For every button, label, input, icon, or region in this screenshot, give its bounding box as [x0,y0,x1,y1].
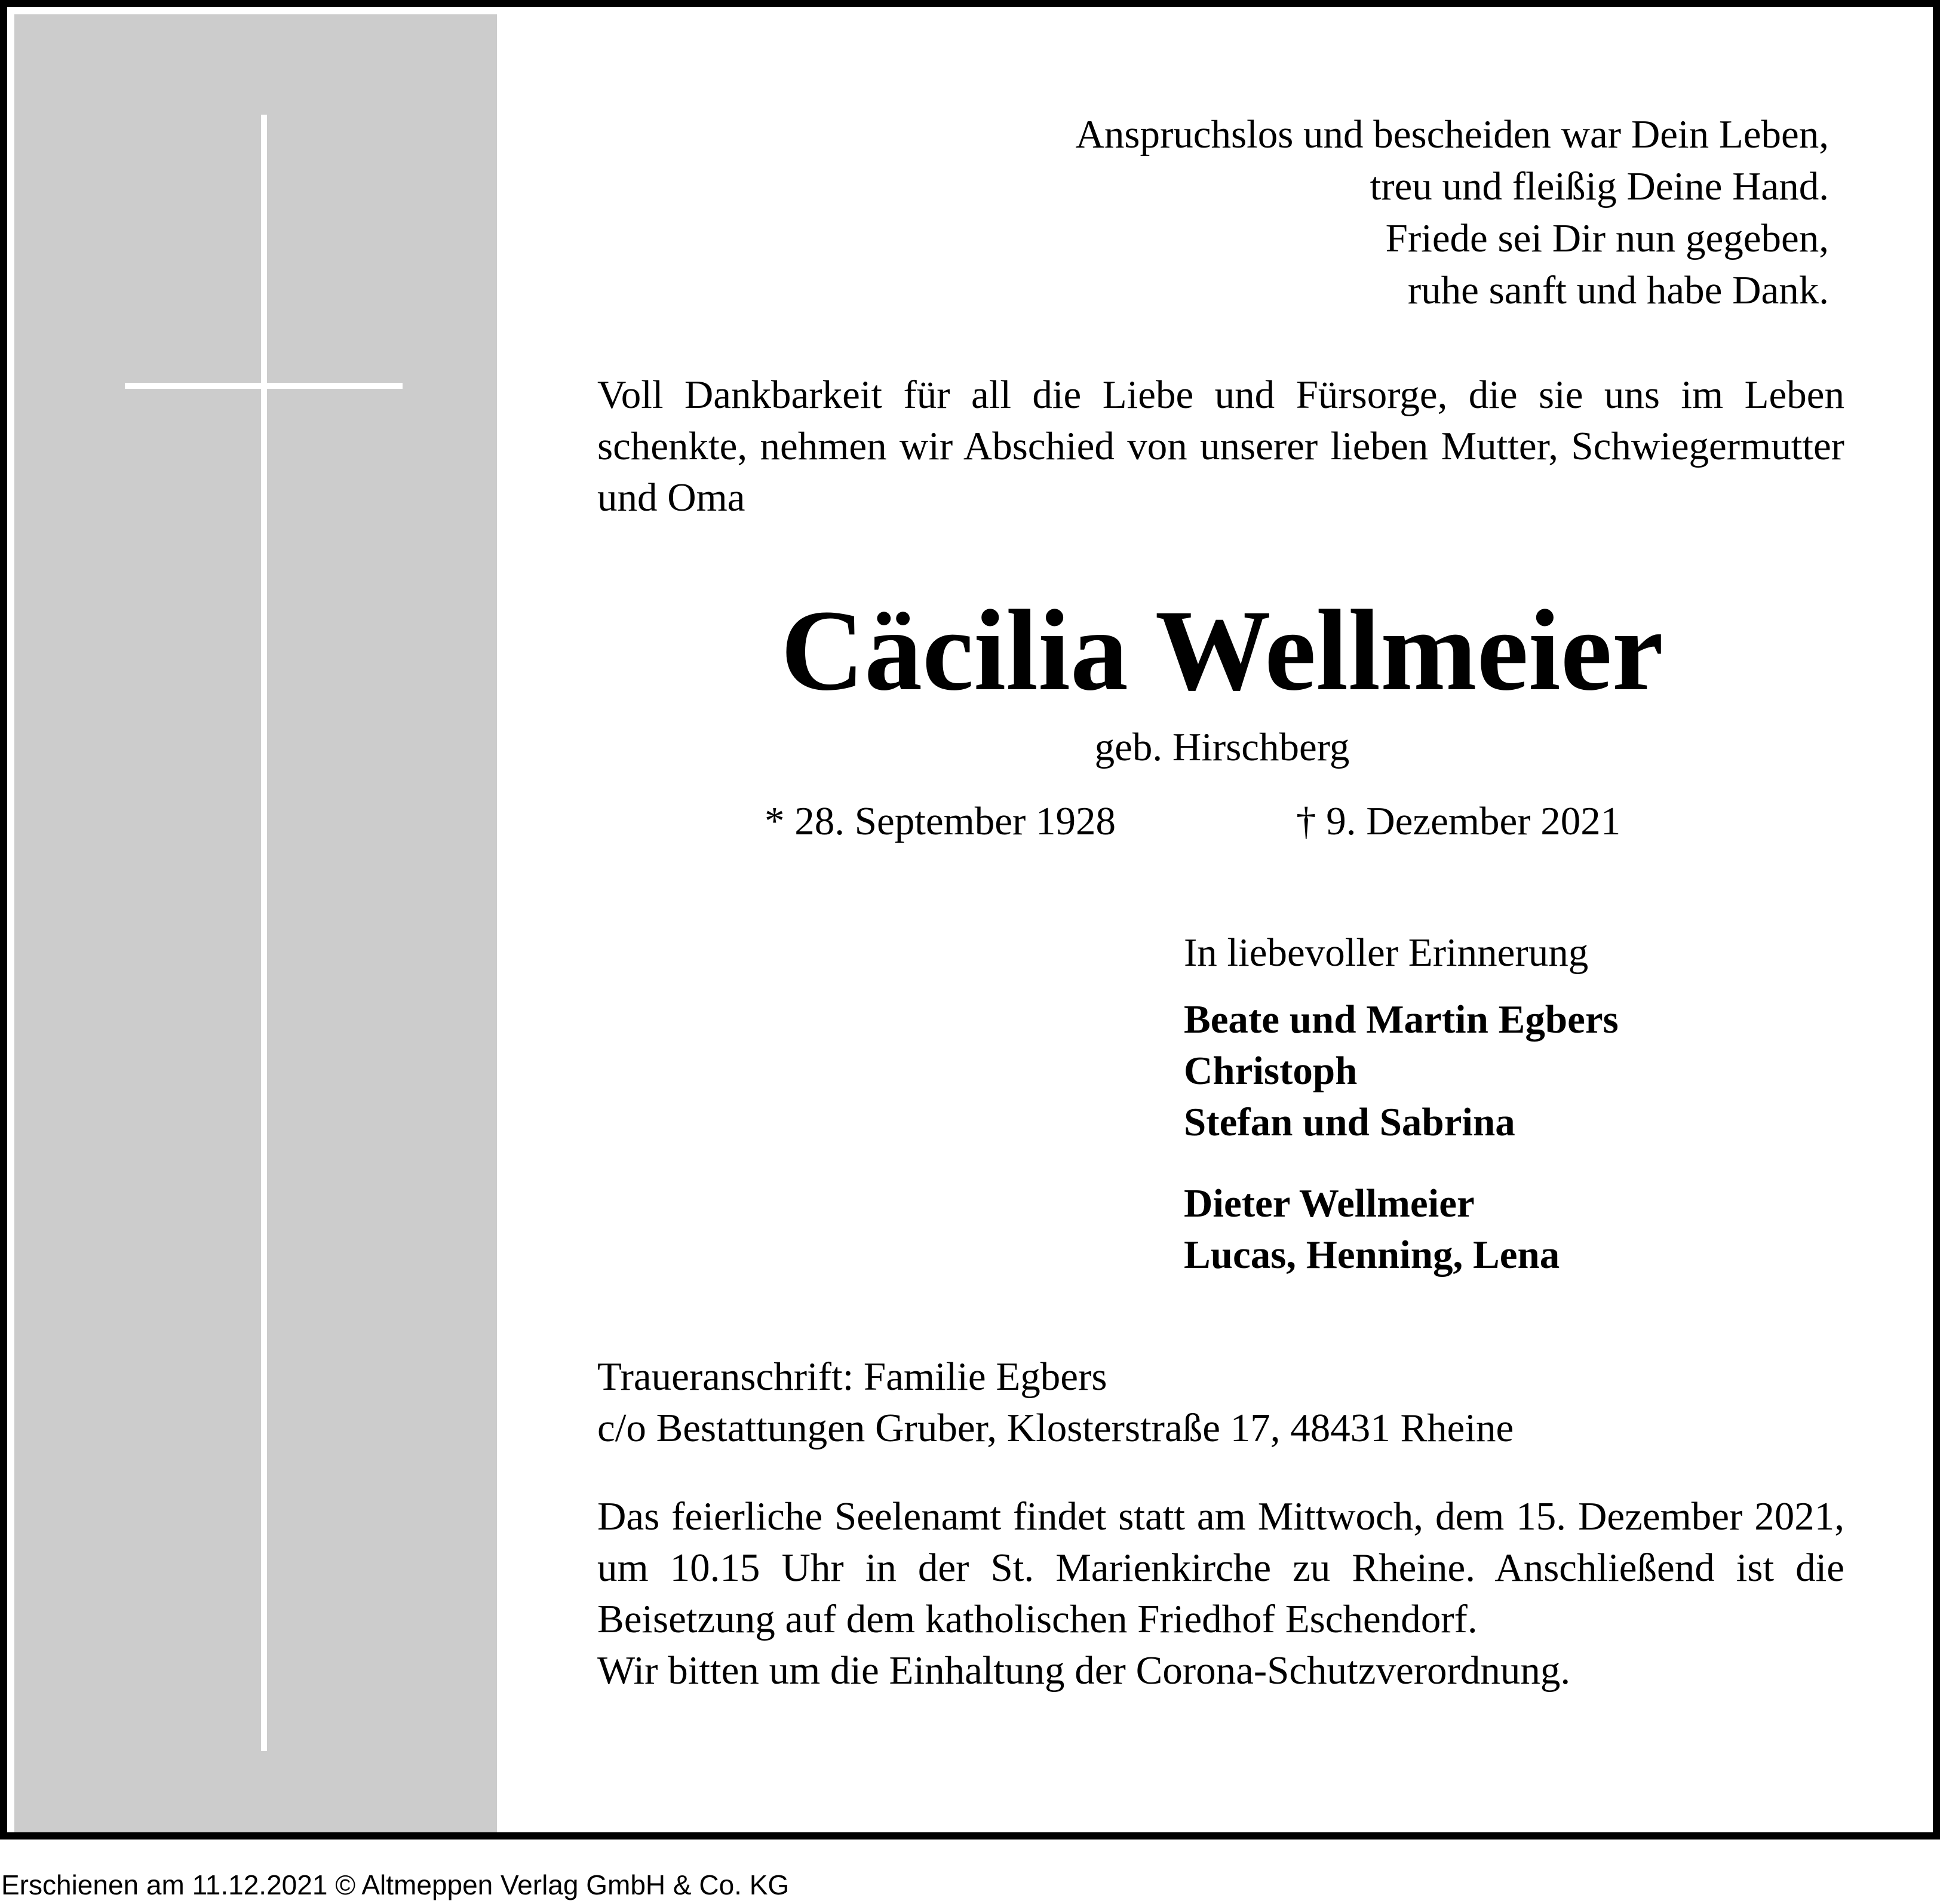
verse-line: Anspruchslos und bescheiden war Dein Leben, [1075,112,1829,156]
birth-date: * 28. September 1928 [765,799,1116,843]
mourner-name: Lucas, Henning, Lena [1184,1233,1560,1277]
mourner-name: Dieter Wellmeier [1184,1181,1475,1226]
service-details [597,1491,1844,1696]
mourner-name: Stefan und Sabrina [1184,1100,1515,1144]
verse-line: treu und fleißig Deine Hand. [1370,164,1829,208]
verse-line: Friede sei Dir nun gegeben, [1385,216,1829,260]
service-paragraph: Das feierliche Seelenamt findet statt am Mittwoch, dem 15. Dezember 2021, um 10.15 Uhr in der St. Marienkirche zu Rheine. Anschließend ist die Beisetzung auf dem katholischen Friedhof Eschendorf. [597,1494,1844,1641]
memory-heading: In liebevoller Erinnerung [1184,930,1589,975]
mourners-group-1 [1184,994,1619,1148]
deceased-name: Cäcilia Wellmeier [781,586,1663,714]
publication-footer: Erschienen am 11.12.2021 © Altmeppen Verlag GmbH & Co. KG [1,1869,790,1900]
mourning-address [597,1351,1514,1454]
intro-paragraph: Voll Dankbarkeit für all die Liebe und Fürsorge, die sie uns im Leben schenkte, nehmen wir Abschied von unserer lieben Mutter, Schwiegermutter und Oma [597,373,1844,520]
maiden-name: geb. Hirschberg [1094,725,1350,769]
address-line: c/o Bestattungen Gruber, Klosterstraße 17, 48431 Rheine [597,1406,1514,1450]
verse-line: ruhe sanft und habe Dank. [1407,268,1829,312]
grey-side-panel [14,14,497,1839]
address-line: Traueranschrift: Familie Egbers [597,1355,1107,1399]
death-date: † 9. Dezember 2021 [1296,799,1621,843]
service-closing: Wir bitten um die Einhaltung der Corona-Schutzverordnung. [597,1648,1571,1693]
mourner-name: Beate und Martin Egbers [1184,997,1619,1042]
mourner-name: Christoph [1184,1049,1358,1093]
memorial-verse [754,109,1829,317]
cross-icon [261,115,267,1751]
cross-icon-bar [125,383,403,389]
mourners-group-2 [1184,1178,1560,1280]
